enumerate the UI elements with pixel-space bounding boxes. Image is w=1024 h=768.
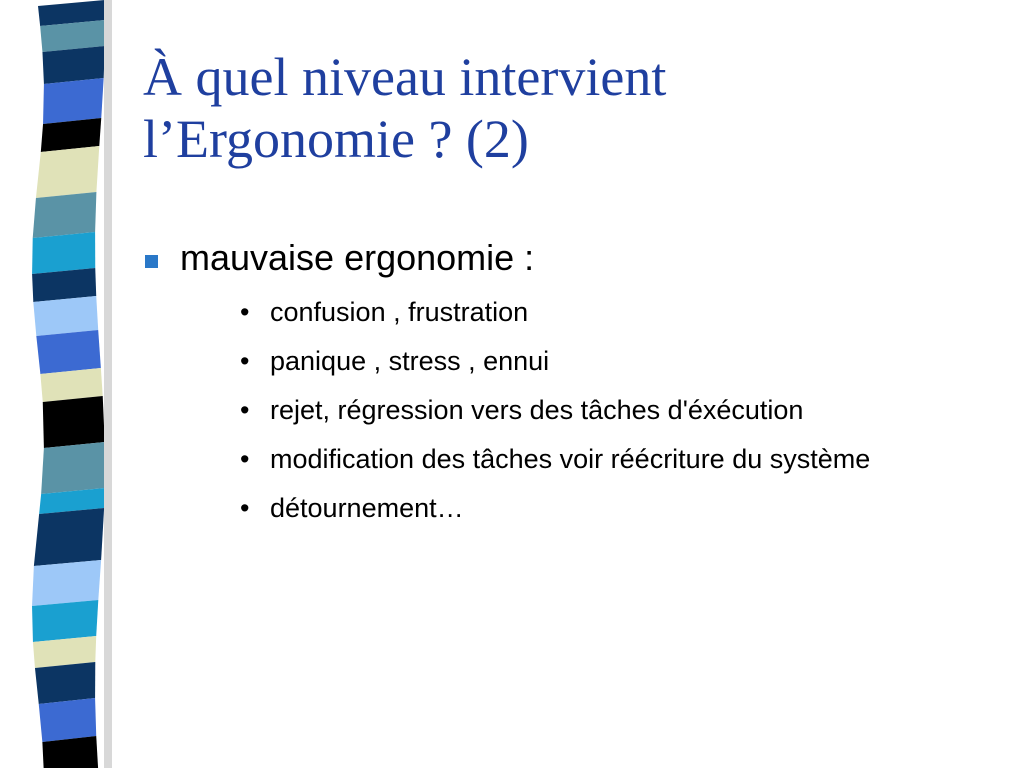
stripe-shadow: [104, 0, 112, 768]
sub-bullet-text: modification des tâches voir réécriture du système: [270, 444, 871, 474]
bullet-dot-icon: •: [240, 395, 250, 425]
stripe-band: [33, 296, 98, 336]
stripe-band: [41, 442, 105, 494]
stripe-band: [35, 662, 95, 704]
main-bullet: [145, 236, 1005, 280]
sub-bullet-list: [240, 292, 960, 537]
stripe-band: [32, 600, 98, 642]
stripe-band: [43, 78, 104, 124]
sub-bullet-item: [240, 341, 960, 381]
decorative-stripe-bar: [0, 0, 120, 768]
sub-bullet-item: [240, 488, 960, 528]
sub-bullet-text: confusion , frustration: [270, 297, 529, 327]
sub-bullet-item: [240, 292, 960, 332]
slide-title-line-1: À quel niveau intervient: [143, 47, 667, 107]
stripe-band: [32, 268, 96, 302]
slide-title: [143, 46, 1003, 170]
main-bullet-text: mauvaise ergonomie :: [180, 237, 535, 278]
stripe-band: [33, 192, 97, 238]
stripe-band: [32, 560, 101, 606]
stripe-band: [34, 508, 104, 566]
stripe-band: [40, 368, 102, 402]
bullet-dot-icon: •: [240, 444, 250, 474]
stripe-band: [43, 396, 105, 448]
stripe-band: [36, 146, 99, 198]
bullet-dot-icon: •: [240, 297, 250, 327]
sub-bullet-item: [240, 390, 960, 430]
stripe-band: [42, 46, 104, 84]
bullet-dot-icon: •: [240, 346, 250, 376]
slide-title-line-2: l’Ergonomie ? (2): [143, 109, 529, 169]
bullet-dot-icon: •: [240, 493, 250, 523]
sub-bullet-text: panique , stress , ennui: [270, 346, 550, 376]
stripe-band: [32, 232, 95, 274]
stripe-band: [36, 330, 101, 374]
sub-bullet-text: rejet, régression vers des tâches d'éxécution: [270, 395, 804, 425]
sub-bullet-item: [240, 439, 960, 479]
stripe-band: [39, 698, 96, 742]
sub-bullet-text: détournement…: [270, 493, 464, 523]
square-bullet-icon: [145, 255, 158, 268]
